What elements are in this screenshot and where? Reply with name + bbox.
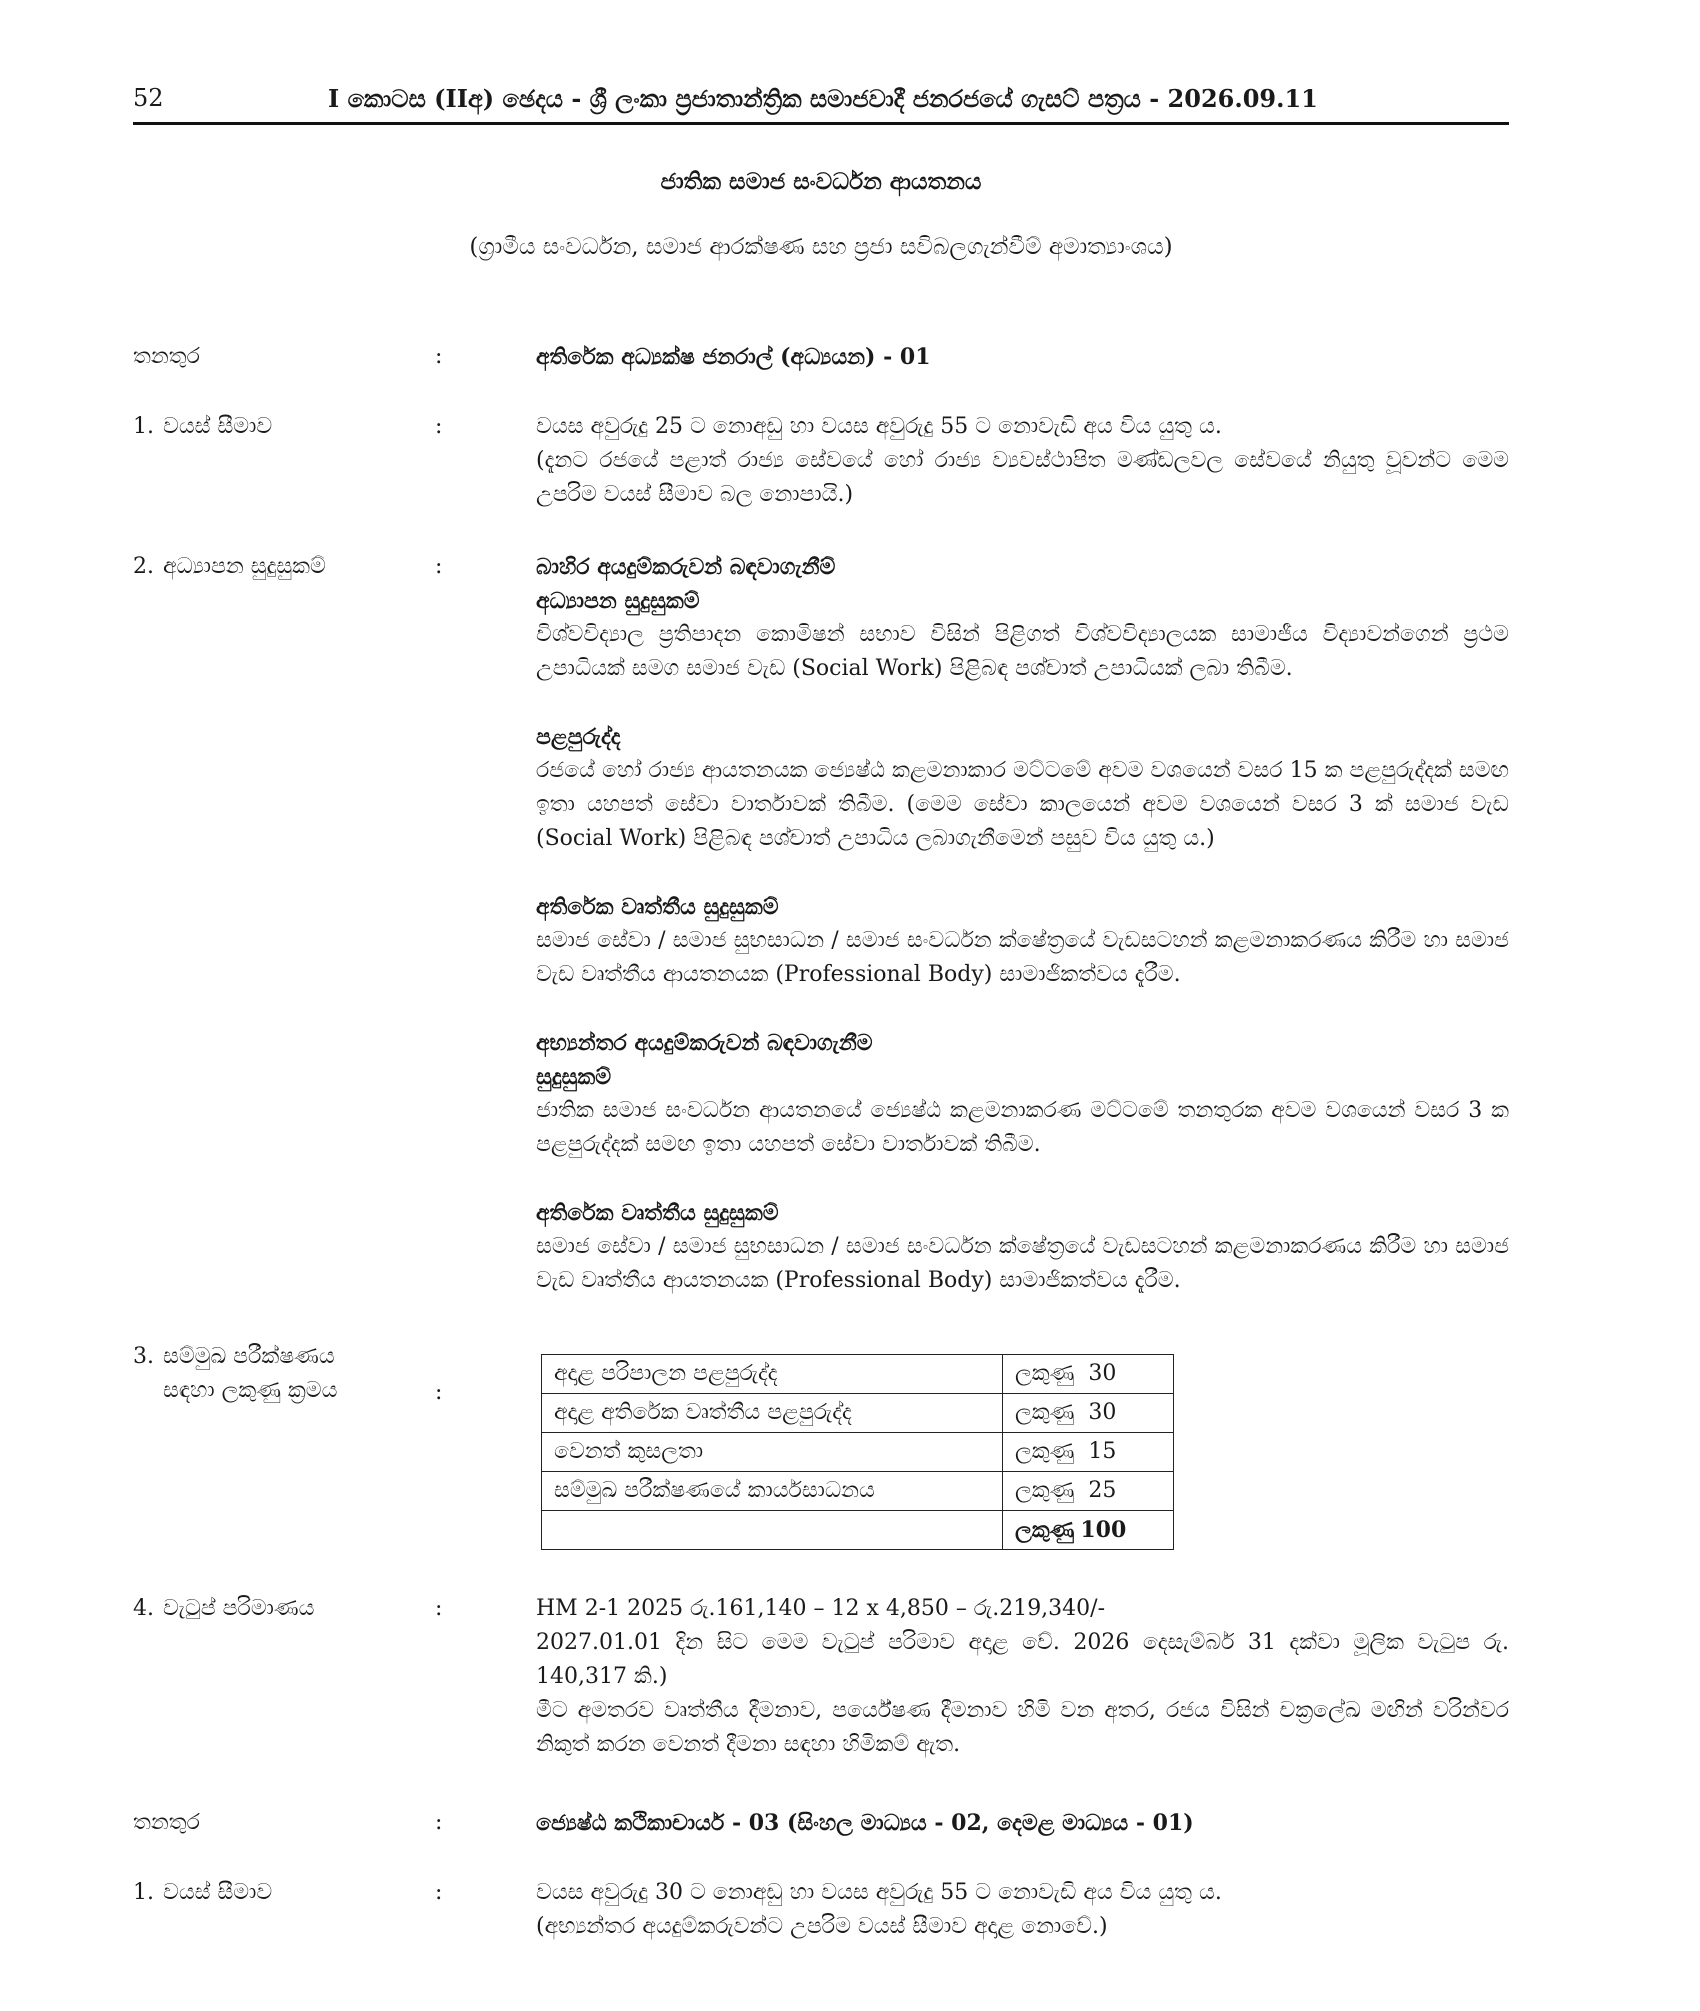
- qualifications-text: ජාතික සමාජ සංවර්ධන ආයතනයේ ජ්‍යෙෂ්ඨ කළමනාකරණ මට්ටමේ තනතුරක අවම වශයෙන් වසර 3 ක පළපුරුද්දක් සමඟ ඉතා යහපත් සේවා වාර්තාවක් තිබීම.: [536, 1098, 1509, 1157]
- marks-cell: [1003, 1394, 1174, 1433]
- education-qualifications-text: විශ්වවිද්‍යාල ප්‍රතිපාදන කොමිෂන් සභාව විසින් පිළිගත් විශ්වවිද්‍යාලයක සාමාජීය විද්‍යාවන්ගෙන් ප්‍රථම උපාධියක් සමග සමාජ වැඩ (Social Work) පිළිබඳ පශ්චාත් උපාධියක් ලබා තිබීම.: [536, 622, 1509, 681]
- colon: :: [435, 414, 443, 439]
- table-row-total: [542, 1511, 1174, 1550]
- marks-value: 30: [1088, 1361, 1117, 1386]
- education-qualifications-heading: අධ්‍යාපන සුදුසුකම්: [536, 588, 700, 614]
- salary-label: [133, 1592, 423, 1626]
- colon: :: [435, 1596, 443, 1621]
- salary-text: [536, 1592, 1509, 1762]
- item-number: 4.: [133, 1596, 154, 1621]
- marks-total: 100: [1080, 1517, 1127, 1543]
- marks-cell: [1003, 1433, 1174, 1472]
- marks-table-wrap: [541, 1354, 1174, 1550]
- salary-effective-note: 2027.01.01 දින සිට මෙම වැටුප් පරිමාව අදාළ වේ. 2026 දෙසැම්බර් 31 දක්වා මූලික වැටුප රු. 140,317 කි.): [536, 1630, 1509, 1689]
- table-row: [542, 1394, 1174, 1433]
- marks-item: වෙනත් කුසලතා: [542, 1433, 1003, 1472]
- table-row: [542, 1433, 1174, 1472]
- item-number: 2.: [133, 554, 154, 579]
- qualifications-heading: සුදුසුකම්: [536, 1064, 612, 1090]
- table-row: [542, 1355, 1174, 1394]
- interview-label-line1: සම්මුඛ පරීක්ෂණය: [163, 1344, 335, 1369]
- marks-table: [541, 1354, 1174, 1550]
- post-label: තනතුර: [133, 1810, 200, 1835]
- professional-qualifications-text: සමාජ සේවා / සමාජ සුභසාධන / සමාජ සංවර්ධන ක්ෂේත්‍රයේ වැඩසටහන් කළමනාකරණය කිරීම හා සමාජ වැඩ වෘත්තීය ආයතනයක (Professional Body) සාමාජිකත්වය දැරීම.: [536, 928, 1509, 987]
- education-label-text: අධ්‍යාපන සුදුසුකම්: [163, 554, 326, 579]
- education-label: [133, 550, 423, 584]
- salary-label-text: වැටුප් පරිමාණය: [163, 1596, 315, 1621]
- item-number: 1.: [133, 1880, 154, 1905]
- interview-label: [133, 1340, 423, 1408]
- marks-item-empty: [542, 1511, 1003, 1550]
- marks-value: 30: [1088, 1400, 1117, 1425]
- marks-cell: [1003, 1355, 1174, 1394]
- colon: :: [435, 554, 443, 579]
- experience-heading: පළපුරුද්ද: [536, 724, 621, 750]
- table-row: [542, 1472, 1174, 1511]
- age-limit-text: [536, 410, 1509, 512]
- post-title: ජ්‍යෙෂ්ඨ කථිකාචාර්ය - 03 (සිංහල මාධ්‍යය - 02, දෙමළ මාධ්‍යය - 01): [536, 1810, 1194, 1836]
- colon: :: [435, 1880, 443, 1905]
- marks-unit: ලකුණු: [1015, 1478, 1075, 1503]
- marks-unit: ලකුණු: [1015, 1400, 1075, 1425]
- marks-unit: ලකුණු: [1015, 1361, 1075, 1386]
- external-recruitment-heading: බාහිර අයදුම්කරුවන් බඳවාගැනීම්: [536, 554, 836, 580]
- marks-unit: ලකුණු: [1015, 1439, 1075, 1464]
- age-limit-note: (අභ්‍යන්තර අයදුම්කරුවන්ට උපරිම වයස් සීමාව අදාළ නොවේ.): [536, 1914, 1108, 1939]
- age-label: [133, 1876, 423, 1910]
- education-text: [536, 550, 1509, 1298]
- marks-unit: ලකුණු: [1015, 1517, 1075, 1543]
- experience-text: රජයේ හෝ රාජ්‍ය ආයතනයක ජ්‍යෙෂ්ඨ කළමනාකාර මට්ටමේ අවම වශයෙන් වසර 15 ක පළපුරුද්දක් සමඟ ඉතා යහපත් සේවා වාර්තාවක් තිබීම. (මෙම සේවා කාලයෙන් අවම වශයෙන් වසර 3 ක් සමාජ වැඩ (Social Work) පිළිබඳ පශ්චාත් උපාධිය ලබාගැනීමෙන් පසුව විය යුතු ය.): [536, 758, 1509, 851]
- age-limit-text: [536, 1876, 1509, 1944]
- professional-qualifications-text-2: සමාජ සේවා / සමාජ සුභසාධන / සමාජ සංවර්ධන ක්ෂේත්‍රයේ වැඩසටහන් කළමනාකරණය කිරීම හා සමාජ වැඩ වෘත්තීය ආයතනයක (Professional Body) සාමාජිකත්වය දැරීම.: [536, 1234, 1509, 1293]
- ministry-name: (ග්‍රාමීය සංවර්ධන, සමාජ ආරක්ෂණ සහ ප්‍රජා සවිබලගැන්වීම් අමාත්‍යාංශය): [469, 234, 1173, 260]
- post-label: තනතුර: [133, 344, 200, 369]
- age-label-text: වයස් සීමාව: [163, 414, 273, 439]
- age-limit-line: වයස අවුරුදු 25 ට නොඅඩු හා වයස අවුරුදු 55 ට නොවැඩි අය විය යුතු ය.: [536, 414, 1222, 439]
- marks-cell: [1003, 1472, 1174, 1511]
- professional-qualifications-heading: අතිරේක වෘත්තීය සුදුසුකම්: [536, 894, 779, 920]
- running-head: I කොටස (IIඅ) ඡෙදය - ශ්‍රී ලංකා ප්‍රජාතාන්ත්‍රික සමාජවාදී ජනරජයේ ගැසට් පත්‍රය - 2026.09.11: [328, 84, 1318, 113]
- marks-item: සම්මුඛ පරීක්ෂණයේ කාර්යසාධනය: [542, 1472, 1003, 1511]
- marks-value: 25: [1088, 1478, 1117, 1503]
- salary-allowances-note: මීට අමතරව වෘත්තීය දීමනාව, පර්යේෂණ දීමනාව හිමි වන අතර, රජය විසින් චක්‍රලේඛ මඟින් වරින්වර නිකුත් කරන වෙනත් දීමනා සඳහා හිමිකම් ඇත.: [536, 1698, 1509, 1757]
- colon: :: [435, 1810, 443, 1835]
- item-number: 1.: [133, 414, 154, 439]
- professional-qualifications-heading-2: අතිරේක වෘත්තීය සුදුසුකම්: [536, 1200, 779, 1226]
- internal-recruitment-heading: අභ්‍යන්තර අයදුම්කරුවන් බඳවාගැනීම: [536, 1030, 873, 1056]
- age-limit-line: වයස අවුරුදු 30 ට නොඅඩු හා වයස අවුරුදු 55 ට නොවැඩි අය විය යුතු ය.: [536, 1880, 1222, 1905]
- colon: :: [435, 1380, 443, 1405]
- salary-scale: HM 2-1 2025 රු.161,140 – 12 x 4,850 – රු.219,340/-: [536, 1596, 1106, 1621]
- page-number: 52: [133, 84, 164, 112]
- age-limit-note: (දැනට රජයේ පළාත් රාජ්‍ය සේවයේ හෝ රාජ්‍ය ව්‍යවස්ථාපිත මණ්ඩලවල සේවයේ නියුතු වූවන්ට මෙම උපරිම වයස් සීමාව බල නොපායි.): [536, 448, 1509, 507]
- age-label-text: වයස් සීමාව: [163, 1880, 273, 1905]
- organization-title: ජාතික සමාජ සංවර්ධන ආයතනය: [660, 168, 982, 195]
- marks-item: අදාළ අතිරේක වෘත්තීය පළපුරුද්ද: [542, 1394, 1003, 1433]
- post-title: අතිරේක අධ්‍යක්ෂ ජනරාල් (අධ්‍යයන) - 01: [536, 344, 931, 370]
- header-rule: [133, 122, 1509, 125]
- item-number: 3.: [133, 1344, 154, 1369]
- interview-label-line2: සඳහා ලකුණු ක්‍රමය: [163, 1378, 338, 1403]
- gazette-page: [133, 0, 1509, 2011]
- marks-total-cell: [1003, 1511, 1174, 1550]
- page-header: [133, 84, 1509, 124]
- colon: :: [435, 344, 443, 369]
- marks-item: අදාළ පරිපාලන පළපුරුද්ද: [542, 1355, 1003, 1394]
- age-label: [133, 410, 423, 444]
- marks-value: 15: [1088, 1439, 1117, 1464]
